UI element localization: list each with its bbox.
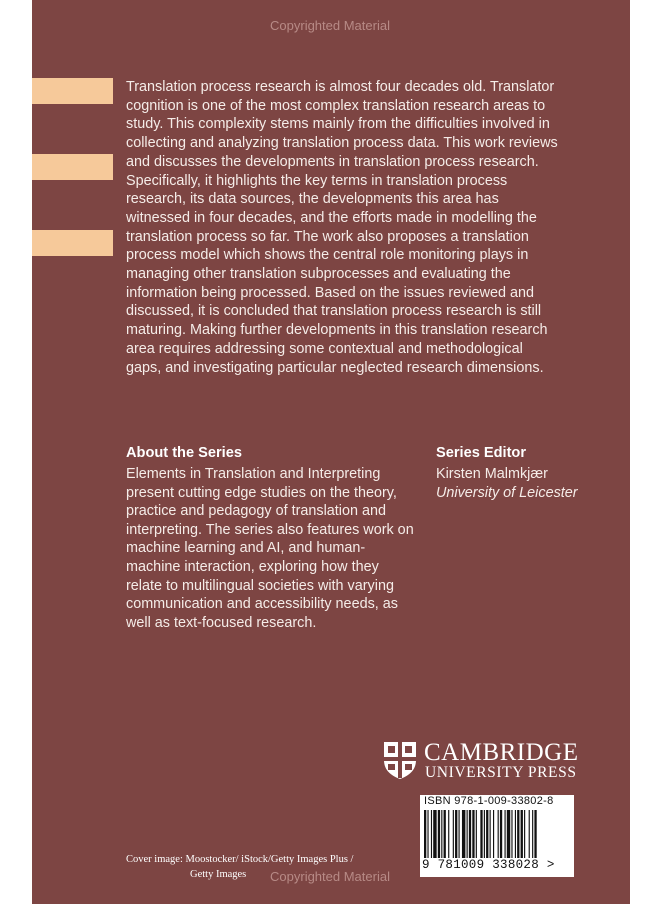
abstract-text: Translation process research is almost four decades old. Translator cognition is one of the most complex translation research areas to study. This complexity stems mainly from the difficulties involved in collecting and analyzing translation process data. This work reviews and discusses the developments in translation process research. Specifically, it highlights the key terms in translation process research, its data sources, the developments this area has witnessed in four decades, and the efforts made in modelling the translation process so far. The work also proposes a translation process model which shows the central role monitoring plays in managing other translation subprocesses and evaluating the information being processed. Based on the issues reviewed and discussed, it is concluded that translation process research is still maturing. Making further developments in this translation research area requires addressing some contextual and methodological gaps, and investigating particular neglected research dimensions.: [126, 79, 558, 376]
barcode-bars: [424, 810, 570, 858]
publisher-name: CAMBRIDGE: [424, 739, 579, 766]
publisher-press: UNIVERSITY PRESS: [425, 764, 577, 781]
publisher-logo: [382, 740, 582, 784]
series-editor: [436, 465, 606, 502]
cover-credit-line2: Getty Images: [190, 869, 247, 880]
isbn-label: ISBN 978-1-009-33802-8: [424, 795, 554, 807]
barcode: [420, 795, 574, 877]
editor-name: Kirsten Malmkjær: [436, 466, 548, 482]
about-series-text: Elements in Translation and Interpreting present cutting edge studies on the theory, practice and pedagogy of translation and interpreting. The series also features work on machine learning and AI, and human-machine interaction, exploring how they relate to multilingual societies with varying communication and accessibility needs, as well as text-focused research.: [126, 466, 414, 631]
editor-affiliation: University of Leicester: [436, 484, 578, 501]
accent-tab: [32, 230, 113, 256]
abstract: [126, 78, 558, 377]
series-editor-heading: Series Editor: [436, 445, 527, 461]
watermark-top: Copyrighted Material: [270, 18, 390, 33]
isbn-number: 9 781009 338028 >: [422, 858, 555, 872]
accent-tab: [32, 78, 113, 104]
cambridge-shield-icon: [382, 740, 418, 780]
about-series-heading: About the Series: [126, 445, 242, 461]
accent-tab: [32, 154, 113, 180]
watermark-bottom: Copyrighted Material: [270, 869, 390, 884]
cover-credit-line1: Cover image: Moostocker/ iStock/Getty Images Plus /: [126, 854, 354, 865]
